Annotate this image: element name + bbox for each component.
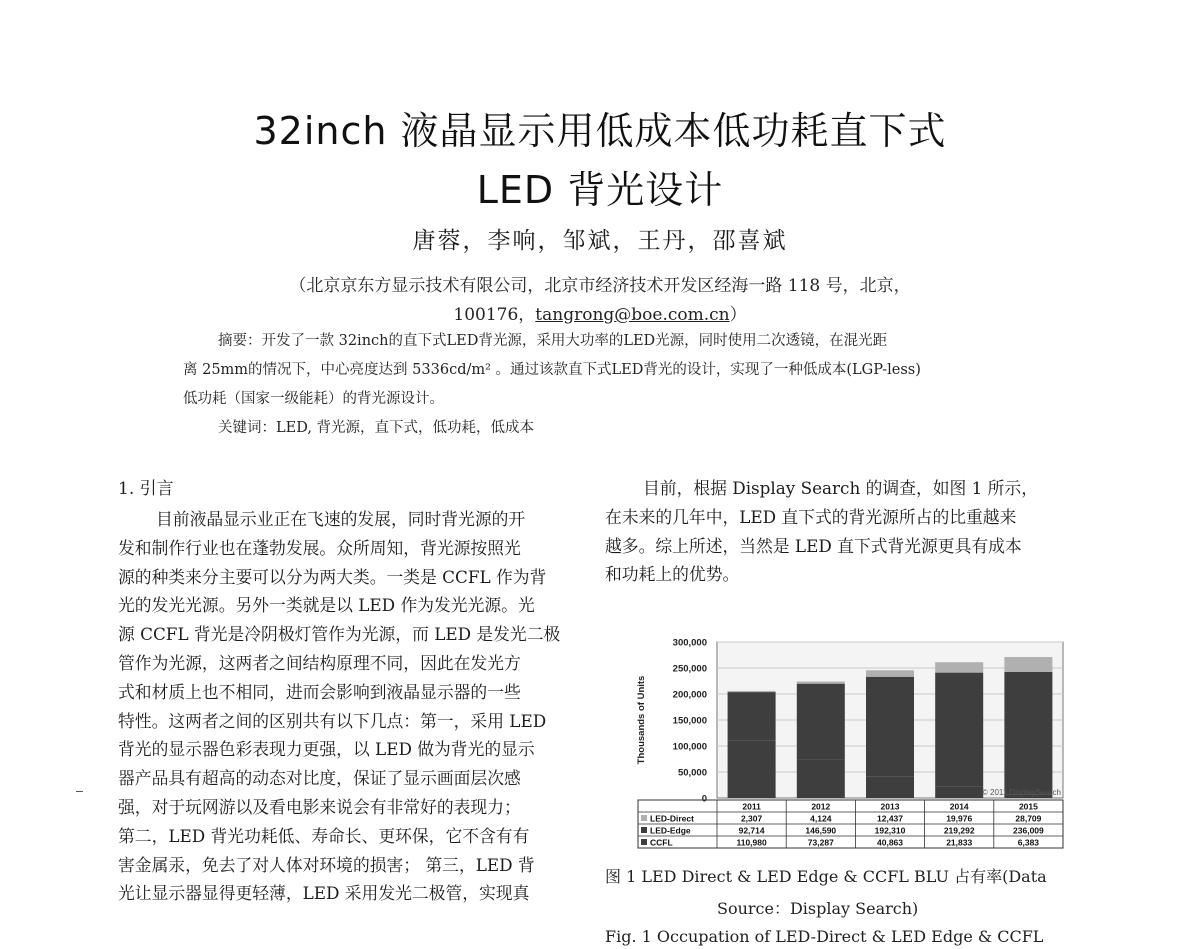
bar-led-edge-2013: [866, 677, 914, 777]
figure-caption-english: Fig. 1 Occupation of LED-Direct & LED Edge & CCFL: [605, 927, 1044, 946]
section1-body: [118, 505, 563, 908]
data-label: 219,292: [943, 825, 975, 836]
abstract-line2: 离 25mm的情况下，中心亮度达到 5336cd/m² 。通过该款直下式LED背光的设计，实现了一种低成本(LGP-less): [183, 362, 921, 378]
y-tick-label: 300,000: [672, 637, 707, 649]
data-label: 146,590: [805, 825, 837, 836]
data-label: 4,124: [810, 813, 832, 824]
y-tick-label: 50,000: [677, 767, 707, 779]
data-label: 2,307: [740, 813, 763, 824]
body-line: 光让显示器显得更轻薄，LED 采用发光二极管，实现真: [118, 883, 530, 904]
data-label: 12,437: [877, 813, 903, 824]
bar-ccfl-2012: [797, 760, 845, 798]
bar-led-direct-2015: [1004, 657, 1052, 672]
bar-ccfl-2013: [866, 777, 914, 798]
body-line: 特性。这两者之间的区别共有以下几点：第一，采用 LED: [118, 710, 547, 731]
legend-swatch-ccfl: [641, 839, 647, 845]
body-line: 发和制作行业也在蓬勃发展。众所周知，背光源按照光: [118, 537, 521, 558]
data-label: 236,009: [1013, 825, 1044, 836]
bar-led-direct-2014: [935, 662, 983, 672]
figure-caption-line1: 图 1 LED Direct & LED Edge & CCFL BLU 占有率(Data: [605, 867, 1047, 886]
bar-led-edge-2015: [1004, 672, 1052, 795]
right-paragraph: [605, 474, 1055, 589]
legend-entry: CCFL: [650, 837, 673, 848]
abstract-line1: 摘要：开发了一款 32inch的直下式LED背光源，采用大功率的LED光源，同时使用二次透镜，在混光距: [218, 333, 888, 349]
affiliation-line1: （北京京东方显示技术有限公司，北京市经济技术开发区经海一路 118 号，北京，: [289, 276, 911, 296]
bar-led-direct-2011: [728, 691, 776, 692]
y-axis-title: Thousands of Units: [636, 675, 647, 765]
body-line: 越多。综上所述，当然是 LED 直下式背光源更具有成本: [605, 535, 1022, 556]
bar-led-edge-2012: [797, 684, 845, 760]
scan-mark: [76, 791, 83, 792]
body-line: 目前，根据 Display Search 的调查，如图 1 所示，: [643, 478, 1038, 498]
author-list: 唐蓉，李响，邹斌，王丹，邵喜斌: [412, 228, 788, 254]
data-label: 6,383: [1017, 837, 1040, 848]
bar-led-edge-2014: [935, 673, 983, 787]
postal-code: 100176，: [453, 305, 536, 325]
body-line: 背光的显示器色彩表现力更强，以 LED 做为背光的显示: [118, 739, 535, 760]
y-tick-label: 100,000: [672, 741, 707, 753]
affiliation-close: ）: [729, 305, 747, 325]
figure-caption-line2: Source：Display Search): [717, 899, 919, 918]
keywords: 关键词：LED, 背光源，直下式，低功耗，低成本: [218, 420, 535, 436]
data-label: 28,709: [1015, 813, 1042, 824]
paper-title-line2: LED 背光设计: [476, 168, 724, 212]
x-tick-label: 2011: [742, 801, 761, 812]
affiliation-line2: [0, 300, 1200, 325]
data-label: 73,287: [807, 837, 834, 848]
body-line: 源 CCFL 背光是冷阴极灯管作为光源，而 LED 是发光二极: [118, 624, 561, 645]
data-label: 21,833: [946, 837, 973, 848]
bar-ccfl-2014: [935, 787, 983, 798]
abstract-line3: 低功耗（国家一级能耗）的背光源设计。: [183, 391, 444, 407]
data-label: 192,310: [874, 825, 906, 836]
y-tick-label: 0: [701, 793, 707, 805]
data-label: 110,980: [736, 837, 767, 848]
bar-led-direct-2012: [797, 682, 845, 684]
email-link[interactable]: tangrong@boe.com.cn: [535, 305, 730, 325]
body-line: 在未来的几年中，LED 直下式的背光源所占的比重越来: [605, 506, 1017, 527]
body-line: 器产品具有超高的动态对比度，保证了显示画面层次感: [118, 768, 521, 789]
legend-swatch-led-direct: [641, 815, 647, 821]
chart-svg: [620, 632, 1065, 858]
body-line: 目前液晶显示业正在飞速的发展，同时背光源的开: [156, 509, 526, 529]
body-line: 管作为光源，这两者之间结构原理不同，因此在发光方: [118, 652, 521, 673]
bar-led-edge-2011: [728, 692, 776, 740]
legend-entry: LED-Edge: [650, 825, 691, 836]
data-label: 40,863: [877, 837, 903, 848]
body-line: 源的种类来分主要可以分为两大类。一类是 CCFL 作为背: [118, 566, 547, 587]
paper-title-line1: 32inch 液晶显示用低成本低功耗直下式: [253, 109, 947, 153]
x-tick-label: 2015: [1018, 801, 1038, 812]
body-line: 害金属汞，免去了对人体对环境的损害； 第三，LED 背: [118, 854, 535, 875]
body-line: 光的发光光源。另外一类就是以 LED 作为发光光源。光: [118, 595, 535, 616]
data-label: 19,976: [946, 813, 973, 824]
market-share-chart: [620, 632, 1065, 858]
x-tick-label: 2014: [949, 801, 969, 812]
x-tick-label: 2012: [811, 801, 831, 812]
body-line: 和功耗上的优势。: [605, 564, 740, 585]
bar-ccfl-2011: [728, 740, 776, 798]
x-tick-label: 2013: [880, 801, 900, 812]
bar-led-direct-2013: [866, 670, 914, 676]
chart-watermark: © 2011 DisplaySearch: [981, 788, 1061, 797]
legend-entry: LED-Direct: [650, 813, 694, 824]
section-heading: 1. 引言: [118, 479, 174, 499]
y-tick-label: 150,000: [672, 715, 707, 727]
body-line: 第二，LED 背光功耗低、寿命长、更环保，它不含有有: [118, 825, 530, 846]
y-tick-label: 250,000: [672, 663, 707, 675]
body-line: 强，对于玩网游以及看电影来说会有非常好的表现力；: [118, 796, 521, 817]
data-label: 92,714: [738, 825, 765, 836]
legend-swatch-led-edge: [641, 827, 647, 833]
body-line: 式和材质上也不相同，进而会影响到液晶显示器的一些: [118, 681, 521, 702]
y-tick-label: 200,000: [672, 689, 707, 701]
